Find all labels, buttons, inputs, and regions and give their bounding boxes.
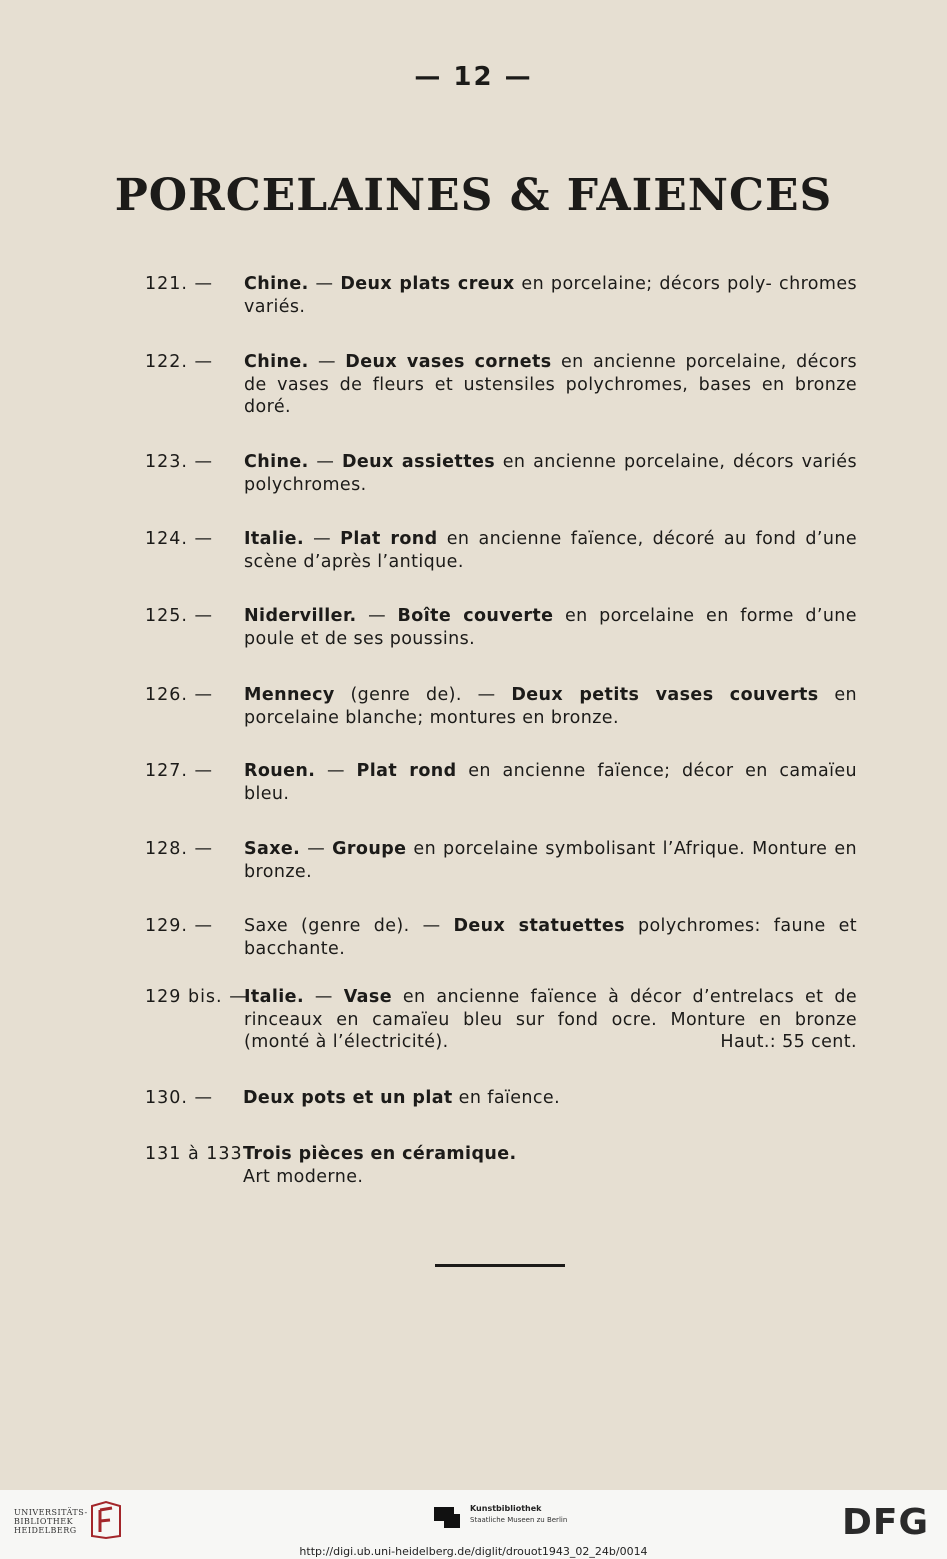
lot-number: 127.	[145, 761, 188, 781]
lot-number: 126.	[145, 685, 188, 705]
lot-number: 131 à 133	[145, 1144, 243, 1164]
lot-origin: Chine.	[244, 452, 309, 472]
lot-entry-124: 124. — Italie. — Plat rond en ancienne faïence, décoré au fond d’une scène d’après l’antique.	[145, 529, 857, 572]
lot-description: en porcelaine; décors poly- chromes variés.	[244, 274, 858, 317]
lot-entry-129-bis: 129 bis. — Italie. — Vase en ancienne faïence à décor d’entrelacs et de rinceaux en camaïeu bleu sur fond ocre. Monture en bronze (monté à l’électricité). Haut.: 55 cent.	[145, 987, 858, 1052]
lot-entry-128: 128. — Saxe. — Groupe en porcelaine symbolisant l’Afrique. Monture en bronze.	[145, 839, 858, 882]
lot-number: 130.	[145, 1088, 188, 1108]
lot-entry-127: 127. — Rouen. — Plat rond en ancienne faïence; décor en camaïeu bleu.	[145, 761, 858, 804]
ub-emblem-icon	[90, 1500, 122, 1540]
lot-description: en ancienne porcelaine, décors variés polychromes.	[244, 452, 857, 495]
lot-title: Groupe	[332, 839, 407, 859]
lot-number: 122.	[145, 352, 188, 372]
lot-origin: Italie.	[244, 529, 304, 549]
lot-height: Haut.: 55 cent.	[720, 1032, 857, 1052]
kunstbibliothek-logo[interactable]	[432, 1504, 592, 1534]
lot-origin-note: (genre de).	[301, 916, 410, 936]
lot-number: 129.	[145, 916, 188, 936]
lot-entry-126: 126. — Mennecy (genre de). — Deux petits vases couverts en porcelaine blanche; montures en bronze.	[145, 685, 858, 728]
lot-description: Art moderne.	[243, 1166, 364, 1187]
lot-title: Deux assiettes	[341, 452, 496, 472]
lot-title: Boîte couverte	[397, 606, 554, 626]
lot-description: en ancienne faïence, décoré au fond d’une scène d’après l’antique.	[244, 529, 857, 572]
lot-title: Deux pots et un plat	[243, 1088, 453, 1108]
lot-description: polychromes: faune et bacchante.	[244, 916, 858, 959]
lot-description: en porcelaine blanche; montures en bronze.	[244, 685, 858, 728]
lot-number: 124.	[145, 529, 188, 549]
lot-origin: Niderviller.	[244, 606, 357, 626]
lot-origin-note: (genre de).	[350, 685, 462, 705]
dfg-logo[interactable]: DFG	[842, 1502, 930, 1543]
lot-description: en porcelaine en forme d’une poule et de ses poussins.	[244, 606, 857, 649]
kunstbibliothek-emblem-icon	[432, 1504, 464, 1532]
lot-description: en ancienne porcelaine, décors de vases de fleurs et ustensiles polychromes, bases en bronze doré.	[244, 352, 858, 417]
lot-entry-121: 121. — Chine. — Deux plats creux en porcelaine; décors poly- chromes variés.	[145, 274, 858, 317]
page-number: — 12 —	[414, 62, 533, 92]
ub-logo-text: UNIVERSITÄTS- BIBLIOTHEK HEIDELBERG	[14, 1508, 88, 1535]
lot-title: Trois pièces en céramique.	[243, 1144, 517, 1164]
lot-description: en porcelaine symbolisant l’Afrique. Monture en bronze.	[244, 839, 858, 882]
lot-origin: Saxe	[244, 916, 289, 936]
lot-title: Deux petits vases couverts	[511, 685, 819, 705]
lot-entry-125: 125. — Niderviller. — Boîte couverte en porcelaine en forme d’une poule et de ses poussins.	[145, 606, 857, 649]
lot-number: 121.	[145, 274, 188, 294]
lot-title: Deux statuettes	[453, 916, 625, 936]
kunstbibliothek-subtitle: Staatliche Museen zu Berlin	[470, 1516, 568, 1524]
lot-title: Vase	[343, 987, 392, 1007]
lot-description: en faïence.	[458, 1088, 561, 1108]
ub-heidelberg-logo[interactable]	[14, 1500, 124, 1544]
lot-number: 128.	[145, 839, 188, 859]
lot-description: en ancienne faïence; décor en camaïeu bleu.	[244, 761, 858, 804]
lot-entry-129: 129. — Saxe (genre de). — Deux statuettes polychromes: faune et bacchante.	[145, 916, 858, 959]
lot-entry-123: 123. — Chine. — Deux assiettes en ancienne porcelaine, décors variés polychromes.	[145, 452, 857, 495]
lot-origin: Chine.	[244, 352, 309, 372]
lot-origin: Saxe.	[244, 839, 301, 859]
lot-entry-130: 130. — Deux pots et un plat en faïence.	[145, 1088, 561, 1108]
lot-entry-122: 122. — Chine. — Deux vases cornets en ancienne porcelaine, décors de vases de fleurs et ustensiles polychromes, bases en bronze doré.	[145, 352, 858, 417]
lot-description: en ancienne faïence à décor d’entrelacs et de rinceaux en camaïeu bleu sur fond ocre. Monture en bronze (monté à l’électricité).	[244, 987, 858, 1052]
lot-origin: Rouen.	[244, 761, 316, 781]
lot-number: 129 bis.	[145, 987, 223, 1007]
lot-origin: Mennecy	[244, 685, 335, 705]
page-title: PORCELAINES & FAIENCES	[114, 170, 833, 221]
end-rule	[435, 1264, 565, 1267]
lot-origin: Italie.	[244, 987, 304, 1007]
lot-number: 123.	[145, 452, 188, 472]
kunstbibliothek-name: Kunstbibliothek	[470, 1504, 542, 1513]
lot-title: Deux vases cornets	[345, 352, 552, 372]
lot-origin: Chine.	[244, 274, 309, 294]
lot-title: Deux plats creux	[340, 274, 515, 294]
lot-title: Plat rond	[356, 761, 457, 781]
source-url[interactable]: http://digi.ub.uni-heidelberg.de/diglit/drouot1943_02_24b/0014	[299, 1545, 648, 1558]
lot-number: 125.	[145, 606, 188, 626]
lot-title: Plat rond	[340, 529, 438, 549]
footer	[0, 1490, 947, 1559]
lot-entry-131-133	[145, 1143, 857, 1188]
